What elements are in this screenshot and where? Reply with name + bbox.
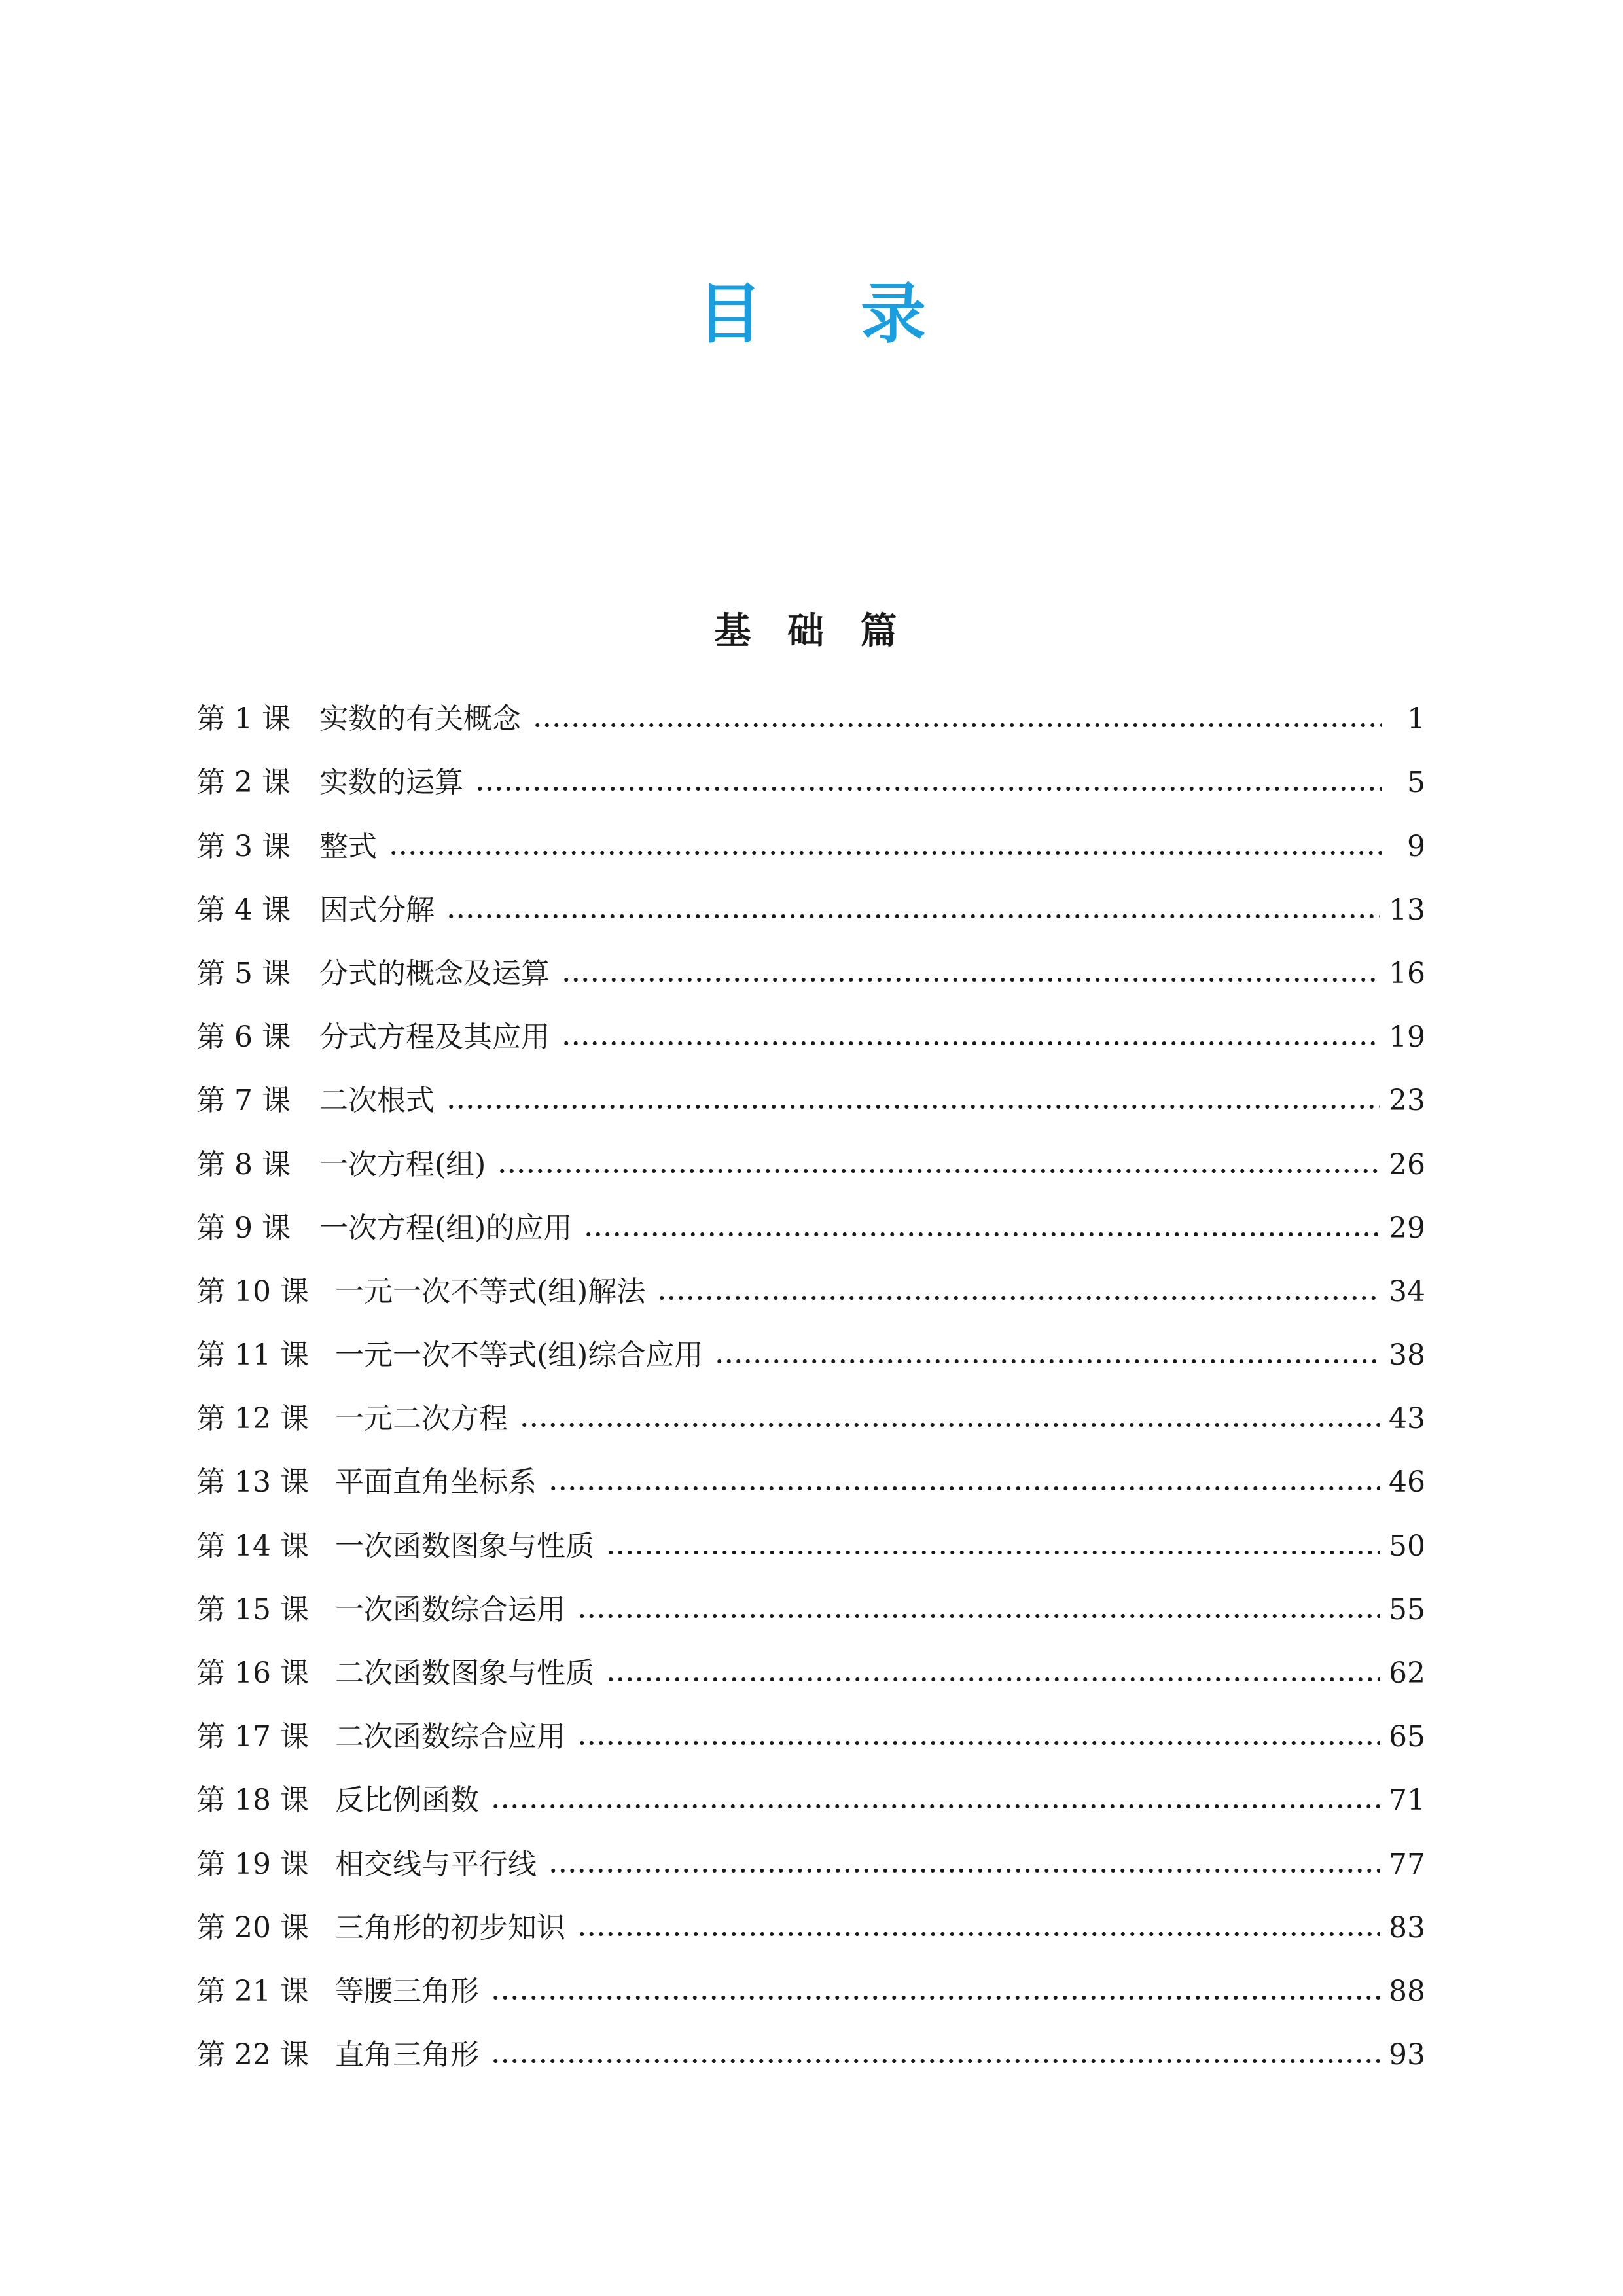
page-number: 77 — [1389, 1847, 1425, 1881]
toc-entry[interactable] — [196, 1635, 1425, 1698]
toc-entry[interactable] — [196, 2017, 1425, 2080]
lesson-title: 一元一次不等式(组)综合应用 — [335, 1338, 704, 1372]
lesson-number: 第 21 课 — [196, 1974, 309, 2008]
lesson-number: 第 6 课 — [196, 1020, 291, 1054]
lesson-title: 二次根式 — [319, 1084, 435, 1118]
lesson-number: 第 8 课 — [196, 1147, 291, 1181]
dot-leader — [657, 1295, 1380, 1301]
lesson-title: 平面直角坐标系 — [335, 1465, 537, 1499]
dot-leader — [548, 1867, 1380, 1874]
page-number: 19 — [1389, 1020, 1425, 1054]
page-number: 65 — [1389, 1720, 1425, 1754]
toc-entry[interactable] — [196, 1380, 1425, 1444]
lesson-number: 第 13 课 — [196, 1465, 309, 1499]
dot-leader — [562, 1040, 1380, 1047]
toc-entry[interactable] — [196, 681, 1425, 744]
lesson-title: 一元二次方程 — [335, 1402, 508, 1436]
toc-entry[interactable] — [196, 744, 1425, 808]
lesson-number: 第 17 课 — [196, 1720, 309, 1754]
lesson-title: 整式 — [319, 829, 377, 863]
lesson-number: 第 4 课 — [196, 893, 291, 927]
page-number: 9 — [1407, 829, 1425, 863]
lesson-title: 一元一次不等式(组)解法 — [335, 1274, 646, 1308]
toc-entry[interactable] — [196, 872, 1425, 935]
toc-entry[interactable] — [196, 935, 1425, 999]
page-title-char: 录 — [861, 276, 926, 352]
section-title: 基 础 篇 — [714, 610, 909, 653]
toc-entry[interactable] — [196, 1825, 1425, 1889]
lesson-title: 三角形的初步知识 — [335, 1910, 565, 1945]
lesson-title: 分式方程及其应用 — [319, 1020, 550, 1054]
dot-leader — [491, 1803, 1380, 1810]
toc-entry[interactable] — [196, 1253, 1425, 1317]
dot-leader — [497, 1168, 1380, 1174]
page-number: 5 — [1407, 766, 1425, 800]
toc-entry[interactable] — [196, 1762, 1425, 1825]
lesson-title: 等腰三角形 — [335, 1974, 479, 2008]
page-number: 13 — [1389, 893, 1425, 927]
dot-leader — [446, 1103, 1380, 1110]
dot-leader — [533, 722, 1382, 728]
lesson-title: 一次方程(组)的应用 — [319, 1211, 573, 1245]
lesson-number: 第 7 课 — [196, 1084, 291, 1118]
toc-entry[interactable] — [196, 1571, 1425, 1635]
toc-entry[interactable] — [196, 1444, 1425, 1507]
lesson-number: 第 19 课 — [196, 1847, 309, 1881]
lesson-title: 实数的有关概念 — [319, 702, 521, 736]
toc-entry[interactable] — [196, 1062, 1425, 1126]
page-number: 46 — [1389, 1465, 1425, 1499]
page-number: 50 — [1389, 1529, 1425, 1563]
dot-leader — [715, 1358, 1380, 1365]
page-number: 16 — [1389, 956, 1425, 990]
lesson-number: 第 14 课 — [196, 1529, 309, 1563]
toc-entry[interactable] — [196, 1698, 1425, 1762]
lesson-number: 第 1 课 — [196, 702, 291, 736]
lesson-title: 实数的运算 — [319, 766, 463, 800]
lesson-number: 第 22 课 — [196, 2038, 309, 2072]
lesson-title: 直角三角形 — [335, 2038, 479, 2072]
dot-leader — [606, 1676, 1380, 1683]
lesson-number: 第 15 课 — [196, 1592, 309, 1626]
lesson-title: 相交线与平行线 — [335, 1847, 537, 1881]
page-number: 1 — [1407, 702, 1425, 736]
page-number: 93 — [1389, 2038, 1425, 2072]
page-number: 38 — [1389, 1338, 1425, 1372]
page-number: 43 — [1389, 1402, 1425, 1436]
lesson-number: 第 9 课 — [196, 1211, 291, 1245]
toc-entry[interactable] — [196, 1507, 1425, 1571]
lesson-title: 因式分解 — [319, 893, 435, 927]
dot-leader — [389, 850, 1382, 856]
lesson-number: 第 2 课 — [196, 766, 291, 800]
toc-entry[interactable] — [196, 1126, 1425, 1189]
page-number: 83 — [1389, 1910, 1425, 1945]
page-number: 23 — [1389, 1084, 1425, 1118]
lesson-number: 第 16 课 — [196, 1657, 309, 1690]
dot-leader — [446, 913, 1380, 920]
toc-entry[interactable] — [196, 808, 1425, 871]
lesson-number: 第 3 课 — [196, 829, 291, 863]
lesson-title: 反比例函数 — [335, 1784, 479, 1818]
dot-leader — [577, 1740, 1380, 1746]
toc-entry[interactable] — [196, 1953, 1425, 2017]
page-number: 26 — [1389, 1147, 1425, 1181]
lesson-title: 分式的概念及运算 — [319, 956, 550, 990]
lesson-number: 第 11 课 — [196, 1338, 309, 1372]
dot-leader — [520, 1422, 1380, 1428]
toc-entry[interactable] — [196, 1890, 1425, 1953]
lesson-title: 一次函数综合运用 — [335, 1592, 565, 1626]
toc-entry[interactable] — [196, 1190, 1425, 1253]
lesson-number: 第 18 课 — [196, 1784, 309, 1818]
lesson-number: 第 10 课 — [196, 1274, 309, 1308]
lesson-number: 第 5 课 — [196, 956, 291, 990]
lesson-title: 二次函数综合应用 — [335, 1720, 565, 1754]
lesson-number: 第 12 课 — [196, 1402, 309, 1436]
toc-entry[interactable] — [196, 1317, 1425, 1380]
dot-leader — [606, 1549, 1380, 1556]
page-title — [0, 275, 1623, 353]
page-number: 34 — [1389, 1274, 1425, 1308]
dot-leader — [491, 2058, 1380, 2064]
lesson-title: 一次方程(组) — [319, 1147, 486, 1181]
page-title-char: 目 — [697, 276, 762, 352]
dot-leader — [562, 977, 1380, 983]
dot-leader — [548, 1485, 1380, 1492]
dot-leader — [577, 1931, 1380, 1937]
dot-leader — [577, 1613, 1380, 1619]
toc-entry[interactable] — [196, 999, 1425, 1062]
page-number: 55 — [1389, 1592, 1425, 1626]
lesson-number: 第 20 课 — [196, 1910, 309, 1945]
dot-leader — [475, 785, 1382, 792]
page-number: 62 — [1389, 1657, 1425, 1690]
dot-leader — [584, 1231, 1380, 1238]
lesson-title: 二次函数图象与性质 — [335, 1657, 594, 1690]
lesson-title: 一次函数图象与性质 — [335, 1529, 594, 1563]
page-number: 88 — [1389, 1974, 1425, 2008]
dot-leader — [491, 1994, 1380, 2001]
table-of-contents — [196, 681, 1425, 2080]
page-number: 71 — [1389, 1784, 1425, 1818]
page-number: 29 — [1389, 1211, 1425, 1245]
